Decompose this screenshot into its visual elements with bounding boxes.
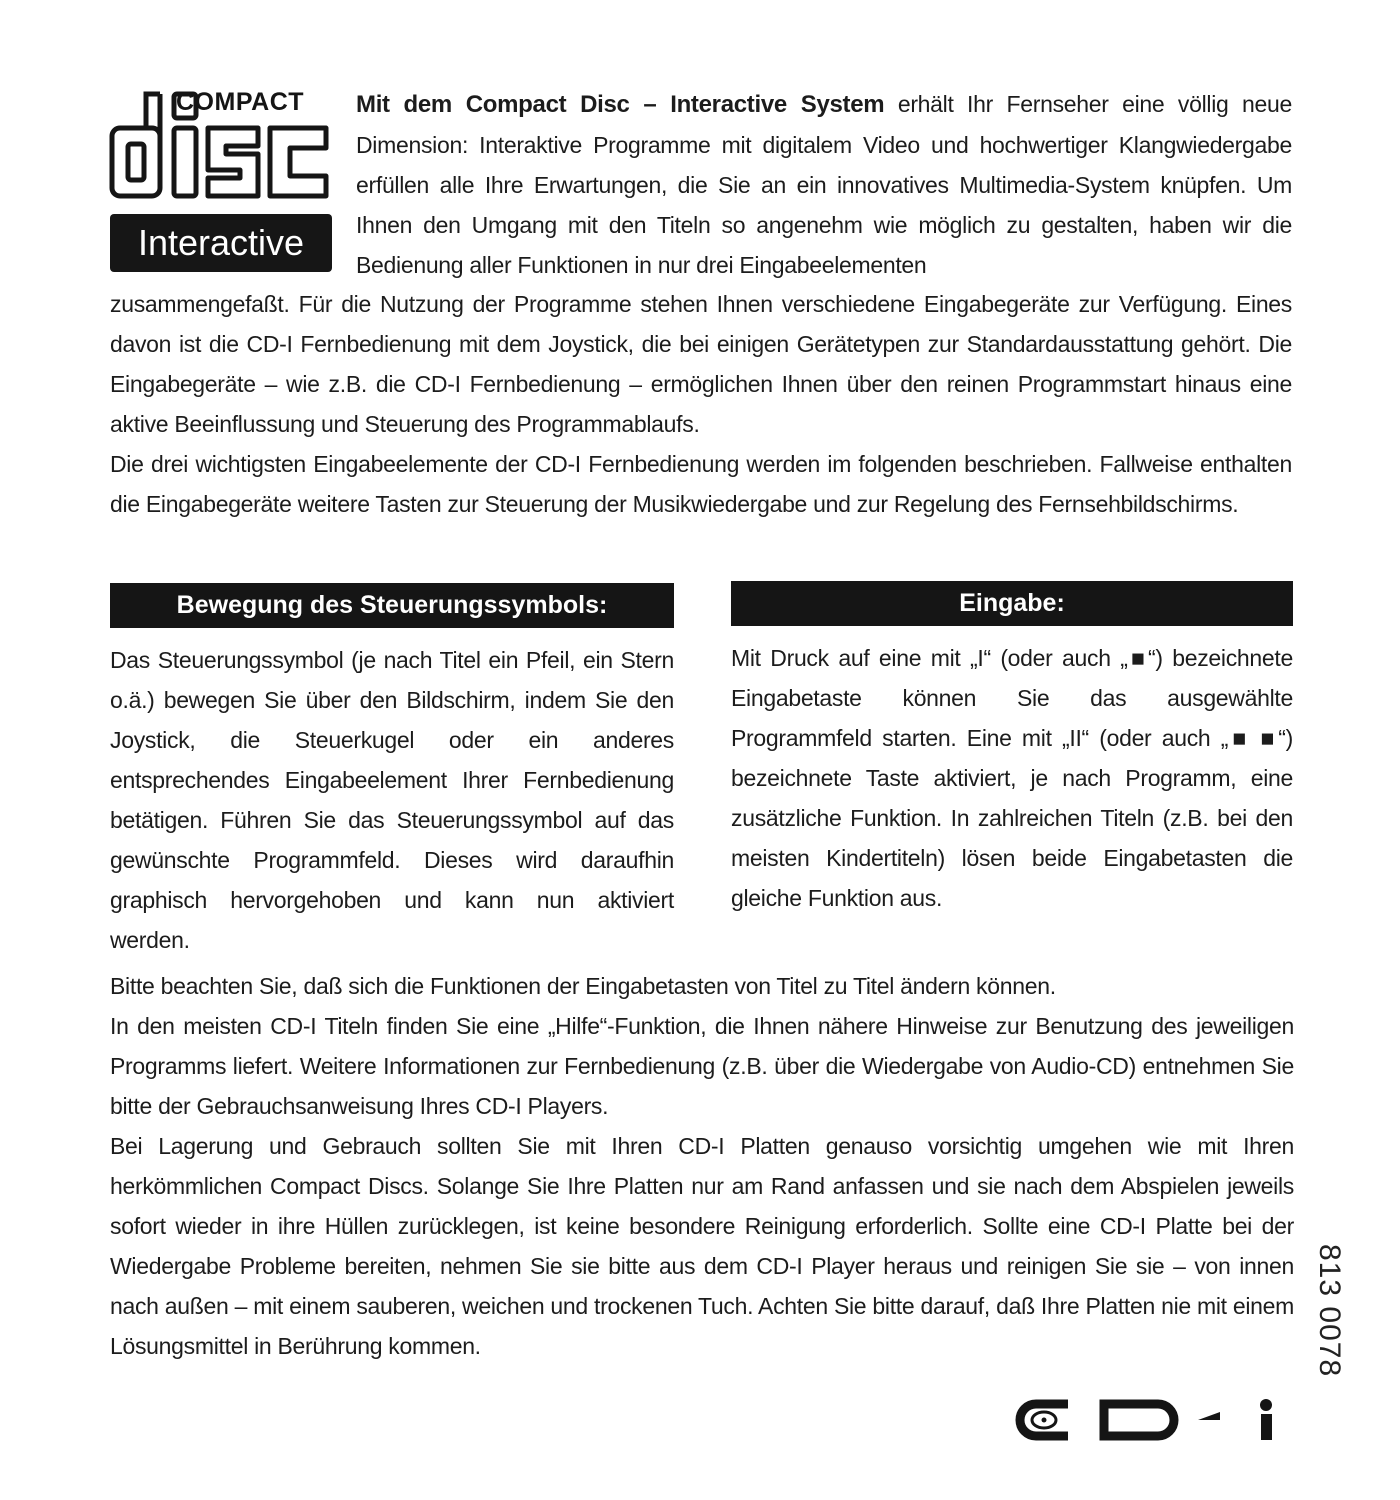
movement-heading: Bewegung des Steuerungssymbols: [110,583,674,628]
notes-paragraph-2: In den meisten CD-I Titeln finden Sie eine „Hilfe“-Funktion, die Ihnen nähere Hinweise zur Benutzung des jeweiligen Programms liefert. Weitere Informationen zur Fernbedienung (z.B. über die Wiedergabe von Audio-CD) entnehmen Sie bitte der Gebrauchsanweisung Ihres CD-I Players. [110,1013,1294,1119]
notes-paragraph-3: Bei Lagerung und Gebrauch sollten Sie mit Ihren CD-I Platten genauso vorsichtig umgehen wie mit Ihren herkömmlichen Compact Discs. Solange Sie Ihre Platten nur am Rand anfassen und sie nach dem Abspielen jeweils sofort wieder in ihre Hüllen zurücklegen, ist keine besondere Reinigung erforderlich. Sollte eine CD-I Platte bei der Wiedergabe Probleme bereiten, nehmen Sie sie bitte aus dem CD-I Player heraus und reinigen Sie sie – von innen nach außen – mit einem sauberen, weichen und trockenen Tuch. Achten Sie bitte darauf, daß Ihre Platten nie mit einem Lösungsmittel in Berührung kommen. [110,1133,1294,1359]
cdi-logo-icon [1008,1398,1300,1442]
intro-continuation [110,284,1292,524]
intro-paragraph [356,84,1292,285]
notes-paragraph-1: Bitte beachten Sie, daß sich die Funktionen der Eingabetasten von Titel zu Titel ändern können. [110,973,1056,999]
intro-text-continued: zusammengefaßt. Für die Nutzung der Programme stehen Ihnen verschiedene Eingabegeräte zur Verfügung. Eines davon ist die CD-I Fernbedienung mit dem Joystick, die bei einigen Gerätetypen zur Standardausstattung gehört. Die Eingabegeräte – wie z.B. die CD-I Fernbedienung – ermöglichen Ihnen über den reinen Programmstart hinaus eine aktive Beeinflussung und Steuerung des Programmablaufs. [110,291,1292,437]
movement-text: Das Steuerungssymbol (je nach Titel ein Pfeil, ein Stern o.ä.) bewegen Sie über den Bildschirm, indem Sie den Joystick, die Steuerkugel oder ein anderes entsprechendes Eingabeelement Ihrer Fernbedienung betätigen. Führen Sie das Steuerungssymbol auf das gewünschte Programmfeld. Dieses wird daraufhin graphisch hervorgehoben und kann nun aktiviert werden. [110,647,674,953]
input-text: Mit Druck auf eine mit „I“ (oder auch „■“) bezeichnete Eingabetaste können Sie das ausgewählte Programmfeld starten. Eine mit „II“ (oder auch „■ ■“) bezeichnete Taste aktiviert, je nach Programm, eine zusätzliche Funktion. In zahlreichen Titeln (z.B. bei den meisten Kindertiteln) lösen beide Eingabetasten die gleiche Funktion aus. [731,645,1293,911]
catalog-number: 813 0078 [1313,1244,1346,1378]
intro-text: erhält Ihr Fernseher eine völlig neue Dimension: Interaktive Programme mit digitalem Video und hochwertiger Klangwiedergabe erfüllen alle Ihre Erwartungen, die Sie an ein innovatives Multimedia-System knüpfen. Um Ihnen den Umgang mit den Titeln so angenehm wie möglich zu gestalten, haben wir die Bedienung aller Funktionen in nur drei Eingabeelementen [356,91,1292,278]
compact-disc-interactive-logo [108,88,334,274]
input-heading: Eingabe: [731,581,1293,626]
intro-paragraph-2: Die drei wichtigsten Eingabeelemente der CD-I Fernbedienung werden im folgenden beschrieben. Fallweise enthalten die Eingabegeräte weitere Tasten zur Steuerung der Musikwiedergabe und zur Regelung des Fernsehbildschirms. [110,451,1292,517]
notes-section [110,966,1294,1366]
cdi-logo-text: CD-i [1008,1398,1010,1399]
logo-compact-text: COMPACT [176,88,305,116]
logo-interactive-badge: Interactive [110,214,332,272]
intro-lead: Mit dem Compact Disc – Interactive System [356,91,885,118]
